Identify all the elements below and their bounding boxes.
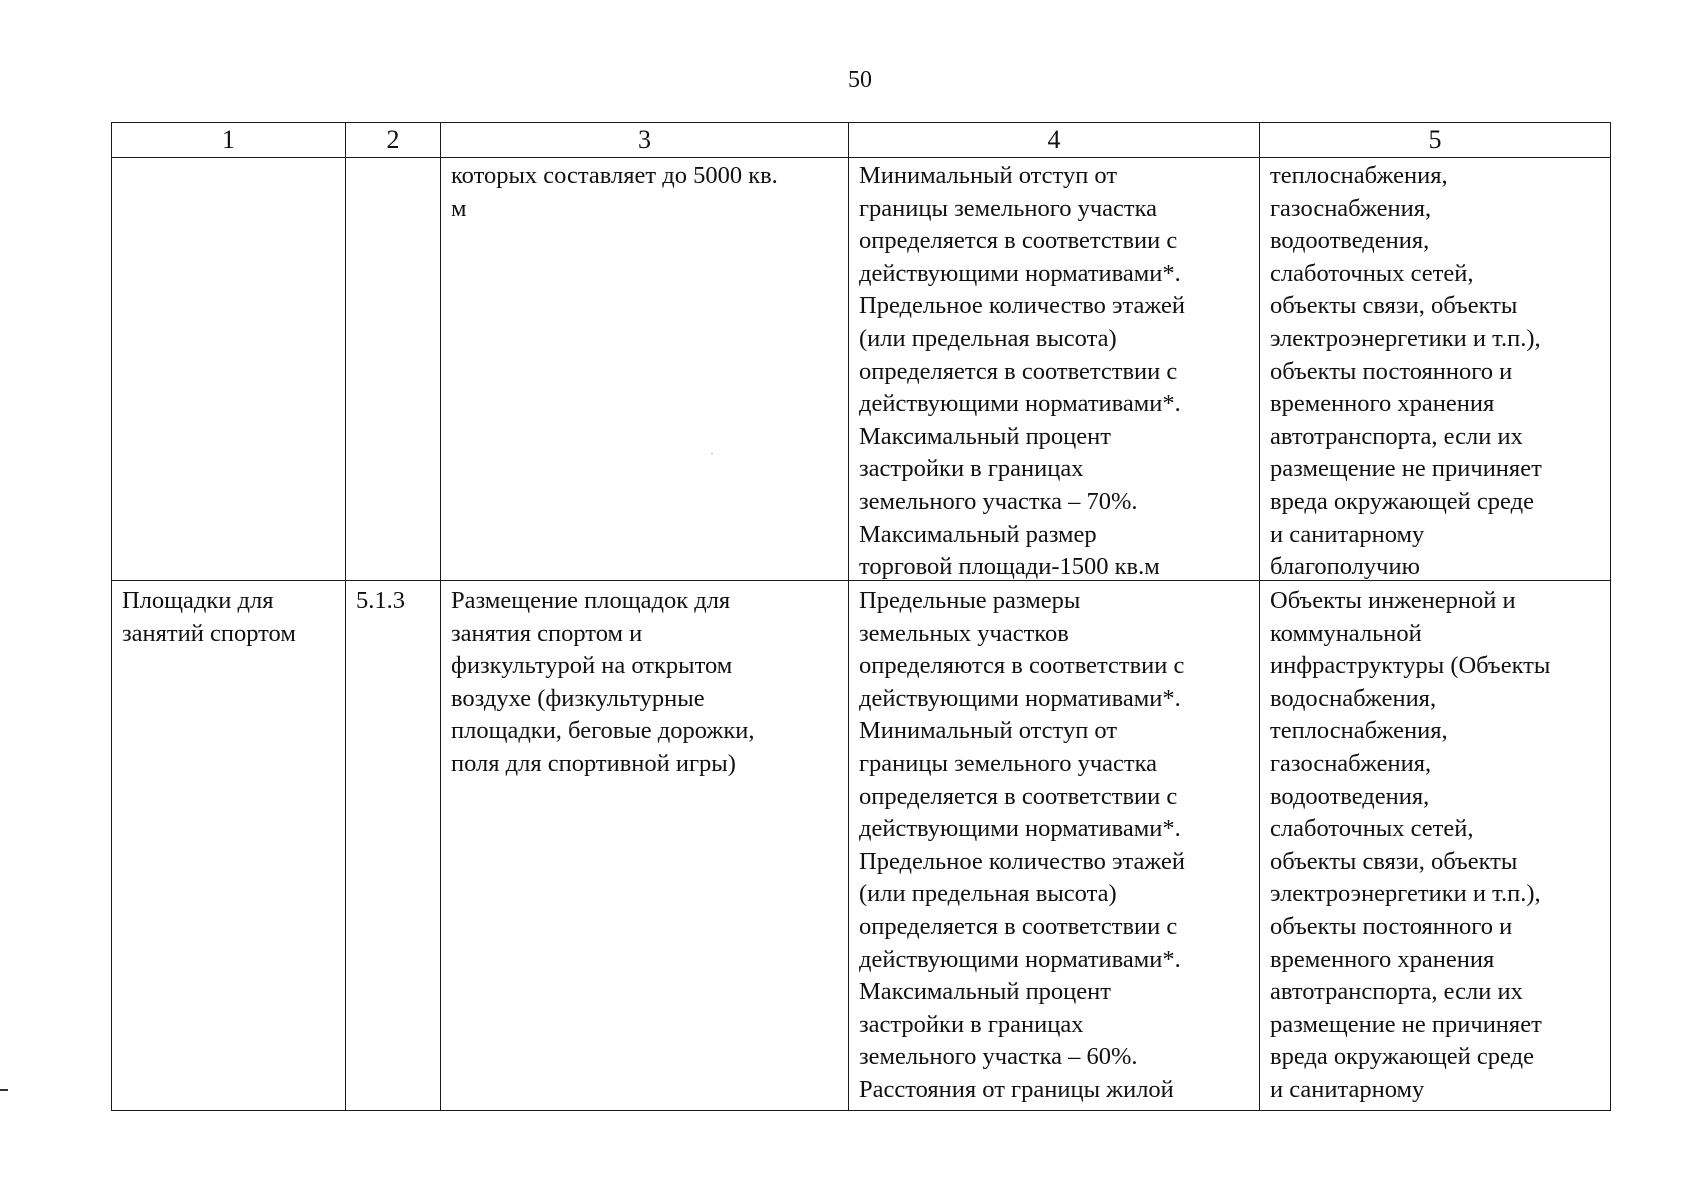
cell-parameters: [849, 581, 1260, 1111]
cell-use-description: [441, 581, 849, 1111]
cell-text-line: коммунальной: [1270, 619, 1422, 647]
regulations-table: [111, 122, 1611, 1111]
cell-text-line: Площадки для: [122, 587, 274, 614]
cell-text-line: слаботочных сетей,: [1270, 815, 1474, 843]
cell-text-line: Объекты инженерной и: [1270, 587, 1516, 614]
cell-text-line: инфраструктуры (Объекты: [1270, 652, 1551, 680]
cell-text-line: Размещение площадок для: [451, 587, 731, 614]
cell-text-line: Максимальный размер: [859, 520, 1097, 548]
cell-text-line: электроэнергетики и т.п.),: [1270, 880, 1541, 908]
cell-text-line: действующими нормативами*.: [859, 390, 1181, 418]
cell-text-line: газоснабжения,: [1270, 194, 1432, 222]
cell-text-line: действующими нормативами*.: [859, 945, 1181, 973]
cell-text-line: слаботочных сетей,: [1270, 259, 1474, 287]
cell-use-code: [346, 581, 441, 1111]
cell-text-line: определяется в соответствии с: [859, 912, 1178, 940]
cell-text-line: занятий спортом: [122, 619, 296, 647]
cell-auxiliary-uses: [1260, 581, 1611, 1111]
cell-text-line: застройки в границах: [859, 1010, 1084, 1038]
column-header-5: 5: [1260, 123, 1611, 158]
cell-use-name: [112, 581, 346, 1111]
cell-text-line: земельного участка – 60%.: [859, 1043, 1138, 1071]
column-header-4: 4: [849, 123, 1260, 158]
cell-text-line: 5.1.3: [356, 587, 405, 614]
cell-text-line: электроэнергетики и т.п.),: [1270, 324, 1541, 352]
cell-text-line: границы земельного участка: [859, 194, 1158, 222]
cell-text-line: воздухе (физкультурные: [451, 684, 705, 712]
page-number: 50: [848, 67, 872, 93]
cell-text-line: действующими нормативами*.: [859, 684, 1181, 712]
cell-text-line: (или предельная высота): [859, 880, 1117, 908]
cell-text-line: границы земельного участка: [859, 749, 1158, 777]
cell-text-line: временного хранения: [1270, 390, 1495, 418]
cell-text-line: определяется в соответствии с: [859, 782, 1178, 810]
cell-text-line: площадки, беговые дорожки,: [451, 717, 755, 745]
cell-text-line: благополучию: [1270, 553, 1420, 580]
cell-text-line: объекты связи, объекты: [1270, 292, 1518, 320]
cell-parameters: [849, 158, 1260, 581]
cell-text-line: определяется в соответствии с: [859, 357, 1178, 385]
cell-text-line: теплоснабжения,: [1270, 717, 1448, 745]
cell-clip-box: [1270, 160, 1602, 580]
scan-speck: [711, 453, 713, 454]
cell-text-line: которых составляет до 5000 кв.: [451, 162, 778, 189]
cell-auxiliary-uses: [1260, 158, 1611, 581]
cell-use-code: [346, 158, 441, 581]
cell-text-line: объекты постоянного и: [1270, 912, 1513, 940]
cell-text-line: занятия спортом и: [451, 619, 643, 647]
table-row: [112, 158, 1611, 581]
margin-mark: [0, 1089, 8, 1091]
cell-clip-box: [859, 160, 1251, 580]
column-header-1: 1: [112, 123, 346, 158]
column-header-3: 3: [441, 123, 849, 158]
cell-text-line: Предельное количество этажей: [859, 292, 1185, 320]
cell-use-description: [441, 158, 849, 581]
cell-text-line: Предельные размеры: [859, 587, 1081, 614]
cell-text-line: м: [451, 194, 467, 222]
cell-text-line: водоотведения,: [1270, 782, 1430, 810]
cell-text-line: Минимальный отступ от: [859, 162, 1118, 189]
table-header-row: [112, 123, 1611, 158]
cell-text-line: теплоснабжения,: [1270, 162, 1448, 189]
cell-text-line: и санитарному: [1270, 1075, 1425, 1103]
cell-text-line: газоснабжения,: [1270, 749, 1432, 777]
cell-text-line: застройки в границах: [859, 455, 1084, 483]
cell-text-line: и санитарному: [1270, 520, 1425, 548]
cell-text-line: размещение не причиняет: [1270, 1010, 1542, 1038]
cell-text-line: торговой площади-1500 кв.м: [859, 553, 1160, 580]
cell-text-line: объекты связи, объекты: [1270, 847, 1518, 875]
cell-clip-box: [859, 585, 1251, 1110]
cell-text-line: Предельное количество этажей: [859, 847, 1185, 875]
cell-text-line: определяется в соответствии с: [859, 227, 1178, 255]
cell-text-line: вреда окружающей среде: [1270, 487, 1534, 515]
cell-text-line: Максимальный процент: [859, 978, 1111, 1006]
cell-text-line: поля для спортивной игры): [451, 749, 736, 777]
cell-text-line: Максимальный процент: [859, 422, 1111, 450]
cell-text-line: земельных участков: [859, 619, 1069, 647]
cell-text-line: автотранспорта, если их: [1270, 978, 1523, 1006]
cell-text-line: водоотведения,: [1270, 227, 1430, 255]
cell-text-line: вреда окружающей среде: [1270, 1043, 1534, 1071]
cell-text-line: временного хранения: [1270, 945, 1495, 973]
cell-text-line: физкультурой на открытом: [451, 652, 733, 680]
cell-text-line: (или предельная высота): [859, 324, 1117, 352]
cell-text-line: автотранспорта, если их: [1270, 422, 1523, 450]
cell-text-line: Расстояния от границы жилой: [859, 1075, 1174, 1103]
cell-use-name: [112, 158, 346, 581]
cell-text-line: земельного участка – 70%.: [859, 487, 1138, 515]
cell-clip-box: [1270, 585, 1602, 1110]
column-header-2: 2: [346, 123, 441, 158]
cell-text-line: действующими нормативами*.: [859, 259, 1181, 287]
cell-text-line: водоснабжения,: [1270, 684, 1437, 712]
cell-text-line: Минимальный отступ от: [859, 717, 1118, 745]
cell-text-line: объекты постоянного и: [1270, 357, 1513, 385]
cell-text-line: действующими нормативами*.: [859, 815, 1181, 843]
cell-text-line: определяются в соответствии с: [859, 652, 1185, 680]
cell-text-line: размещение не причиняет: [1270, 455, 1542, 483]
table-row: [112, 581, 1611, 1111]
